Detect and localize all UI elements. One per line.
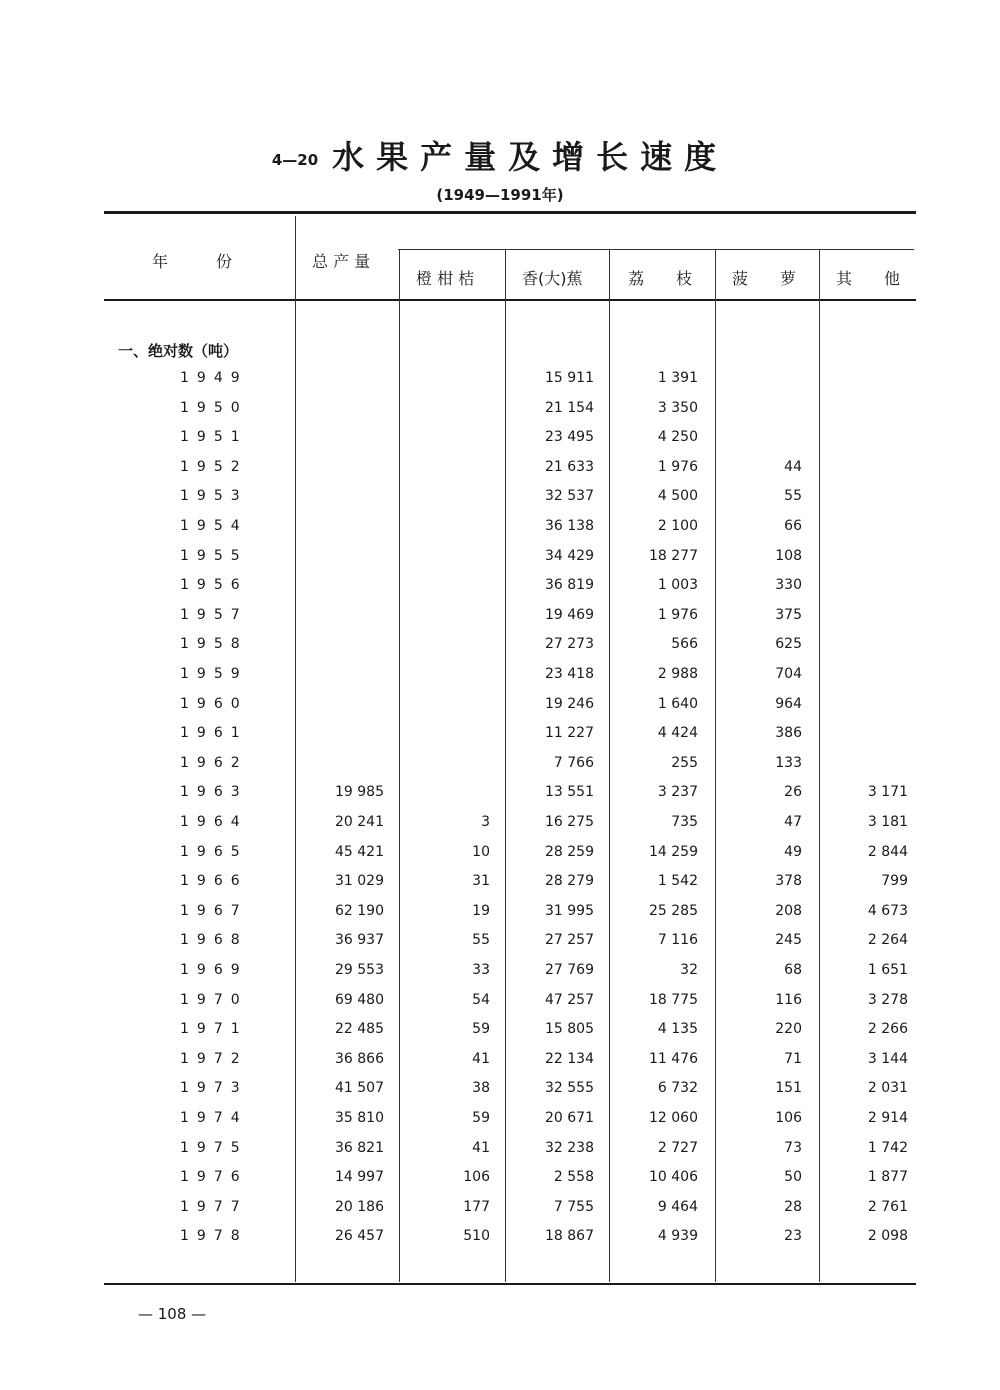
citrus-cell: 41 xyxy=(472,1139,490,1156)
citrus-cell: 106 xyxy=(463,1169,490,1186)
pineapple-cell: 375 xyxy=(775,606,802,623)
banana-cell: 27 257 xyxy=(545,932,594,949)
total-cell: 41 507 xyxy=(335,1080,384,1097)
banana-cell: 19 469 xyxy=(545,606,594,623)
lychee-cell: 10 406 xyxy=(649,1169,698,1186)
lychee-cell: 11 476 xyxy=(649,1050,698,1067)
table-row xyxy=(0,903,1000,932)
pineapple-cell: 50 xyxy=(784,1169,802,1186)
banana-cell: 20 671 xyxy=(545,1110,594,1126)
lychee-cell: 255 xyxy=(671,754,698,771)
citrus-cell: 59 xyxy=(472,1021,490,1038)
table-row xyxy=(0,1140,1000,1169)
year-cell: 1972 xyxy=(180,1050,248,1067)
year-cell: 1954 xyxy=(180,518,248,534)
lychee-cell: 25 285 xyxy=(649,902,698,919)
year-cell: 1969 xyxy=(180,962,248,978)
lychee-cell: 32 xyxy=(680,962,698,978)
bottom-rule xyxy=(104,1283,916,1285)
pineapple-cell: 55 xyxy=(784,488,802,505)
table-row xyxy=(0,725,1000,754)
table-row xyxy=(0,488,1000,517)
banana-cell: 21 633 xyxy=(545,458,594,475)
banana-cell: 21 154 xyxy=(545,399,594,416)
header-citrus: 橙 柑 桔 xyxy=(416,269,475,288)
other-cell: 3 171 xyxy=(867,784,908,801)
pineapple-cell: 47 xyxy=(784,814,802,830)
table-row xyxy=(0,992,1000,1021)
table-row xyxy=(0,1110,1000,1139)
other-cell: 2 914 xyxy=(867,1110,908,1126)
pineapple-cell: 330 xyxy=(775,577,802,594)
pineapple-cell: 68 xyxy=(784,962,802,978)
lychee-cell: 9 464 xyxy=(657,1198,698,1215)
banana-cell: 28 259 xyxy=(545,843,594,860)
banana-cell: 47 257 xyxy=(545,991,594,1008)
pineapple-cell: 26 xyxy=(784,784,802,801)
banana-cell: 36 138 xyxy=(545,518,594,534)
year-cell: 1949 xyxy=(180,370,248,386)
pineapple-cell: 386 xyxy=(775,725,802,742)
citrus-cell: 55 xyxy=(472,932,490,949)
lychee-cell: 3 237 xyxy=(657,784,698,801)
other-cell: 1 877 xyxy=(867,1169,908,1186)
table-row xyxy=(0,400,1000,429)
table-row xyxy=(0,696,1000,725)
lychee-cell: 1 003 xyxy=(657,577,698,594)
year-cell: 1952 xyxy=(180,458,248,475)
total-cell: 36 937 xyxy=(335,932,384,949)
table-row xyxy=(0,1169,1000,1198)
pineapple-cell: 49 xyxy=(784,843,802,860)
citrus-cell: 510 xyxy=(463,1228,490,1245)
header-bottom-rule xyxy=(104,299,916,301)
year-cell: 1976 xyxy=(180,1169,248,1186)
year-cell: 1953 xyxy=(180,488,248,505)
banana-cell: 2 558 xyxy=(553,1169,594,1186)
table-row xyxy=(0,1199,1000,1228)
lychee-cell: 4 939 xyxy=(657,1228,698,1245)
lychee-cell: 2 988 xyxy=(657,666,698,682)
other-cell: 3 144 xyxy=(867,1050,908,1067)
table-row xyxy=(0,1080,1000,1109)
citrus-cell: 31 xyxy=(472,873,490,890)
lychee-cell: 6 732 xyxy=(657,1080,698,1097)
other-cell: 2 031 xyxy=(867,1080,908,1097)
table-row xyxy=(0,607,1000,636)
total-cell: 69 480 xyxy=(335,991,384,1008)
header-lychee: 荔 枝 xyxy=(628,269,693,288)
year-cell: 1960 xyxy=(180,695,248,712)
pineapple-cell: 964 xyxy=(775,695,802,712)
year-cell: 1967 xyxy=(180,902,248,919)
banana-cell: 19 246 xyxy=(545,695,594,712)
header-pineapple: 菠 萝 xyxy=(732,269,797,288)
banana-cell: 31 995 xyxy=(545,902,594,919)
lychee-cell: 3 350 xyxy=(657,399,698,416)
citrus-cell: 19 xyxy=(472,902,490,919)
table-subtitle: (1949—1991年) xyxy=(436,186,564,204)
citrus-cell: 177 xyxy=(463,1198,490,1215)
lychee-cell: 2 727 xyxy=(657,1139,698,1156)
total-cell: 14 997 xyxy=(335,1169,384,1186)
lychee-cell: 18 277 xyxy=(649,547,698,564)
total-cell: 20 186 xyxy=(335,1198,384,1215)
table-row xyxy=(0,784,1000,813)
section-label: 一、绝对数（吨） xyxy=(118,342,239,360)
pineapple-cell: 23 xyxy=(784,1228,802,1245)
pineapple-cell: 625 xyxy=(775,636,802,653)
table-row xyxy=(0,932,1000,961)
lychee-cell: 4 500 xyxy=(657,488,698,505)
header-banana: 香(大)蕉 xyxy=(522,269,583,288)
year-cell: 1964 xyxy=(180,814,248,830)
year-cell: 1955 xyxy=(180,547,248,564)
other-cell: 2 264 xyxy=(867,932,908,949)
banana-cell: 11 227 xyxy=(545,725,594,742)
lychee-cell: 1 542 xyxy=(657,873,698,890)
lychee-cell: 12 060 xyxy=(649,1110,698,1126)
lychee-cell: 4 250 xyxy=(657,429,698,446)
pineapple-cell: 73 xyxy=(784,1139,802,1156)
other-cell: 1 651 xyxy=(867,962,908,978)
banana-cell: 18 867 xyxy=(545,1228,594,1245)
other-cell: 2 266 xyxy=(867,1021,908,1038)
year-cell: 1965 xyxy=(180,843,248,860)
table-row xyxy=(0,636,1000,665)
year-cell: 1962 xyxy=(180,754,248,771)
total-cell: 45 421 xyxy=(335,843,384,860)
banana-cell: 15 911 xyxy=(545,370,594,386)
table-row xyxy=(0,814,1000,843)
year-cell: 1968 xyxy=(180,932,248,949)
banana-cell: 32 555 xyxy=(545,1080,594,1097)
year-cell: 1977 xyxy=(180,1198,248,1215)
other-cell: 2 844 xyxy=(867,843,908,860)
pineapple-cell: 151 xyxy=(775,1080,802,1097)
citrus-cell: 54 xyxy=(472,991,490,1008)
subheader-rule xyxy=(398,249,914,250)
lychee-cell: 566 xyxy=(671,636,698,653)
pineapple-cell: 28 xyxy=(784,1198,802,1215)
lychee-cell: 2 100 xyxy=(657,518,698,534)
year-cell: 1959 xyxy=(180,666,248,682)
year-cell: 1978 xyxy=(180,1228,248,1245)
table-number: 4—20 xyxy=(271,151,319,169)
header-total: 总 产 量 xyxy=(312,252,371,271)
table-row xyxy=(0,844,1000,873)
citrus-cell: 10 xyxy=(472,843,490,860)
lychee-cell: 14 259 xyxy=(649,843,698,860)
lychee-cell: 735 xyxy=(671,814,698,830)
year-cell: 1973 xyxy=(180,1080,248,1097)
year-cell: 1956 xyxy=(180,577,248,594)
pineapple-cell: 704 xyxy=(775,666,802,682)
pineapple-cell: 133 xyxy=(775,754,802,771)
pineapple-cell: 44 xyxy=(784,458,802,475)
total-cell: 26 457 xyxy=(335,1228,384,1245)
table-row xyxy=(0,370,1000,399)
total-cell: 22 485 xyxy=(335,1021,384,1038)
citrus-cell: 38 xyxy=(472,1080,490,1097)
pineapple-cell: 106 xyxy=(775,1110,802,1126)
year-cell: 1971 xyxy=(180,1021,248,1038)
year-cell: 1957 xyxy=(180,606,248,623)
table-row xyxy=(0,548,1000,577)
total-cell: 29 553 xyxy=(335,962,384,978)
table-row xyxy=(0,873,1000,902)
header-other: 其 他 xyxy=(836,269,901,288)
banana-cell: 32 238 xyxy=(545,1139,594,1156)
year-cell: 1975 xyxy=(180,1139,248,1156)
lychee-cell: 1 640 xyxy=(657,695,698,712)
other-cell: 2 761 xyxy=(867,1198,908,1215)
lychee-cell: 1 391 xyxy=(657,370,698,386)
citrus-cell: 59 xyxy=(472,1110,490,1126)
pineapple-cell: 116 xyxy=(775,991,802,1008)
other-cell: 3 181 xyxy=(867,814,908,830)
banana-cell: 36 819 xyxy=(545,577,594,594)
table-row xyxy=(0,962,1000,991)
page-number: — 108 — xyxy=(138,1305,207,1323)
pineapple-cell: 108 xyxy=(775,547,802,564)
table-row xyxy=(0,459,1000,488)
year-cell: 1950 xyxy=(180,399,248,416)
other-cell: 1 742 xyxy=(867,1139,908,1156)
citrus-cell: 41 xyxy=(472,1050,490,1067)
year-cell: 1974 xyxy=(180,1110,248,1126)
banana-cell: 7 755 xyxy=(553,1198,594,1215)
other-cell: 799 xyxy=(881,873,908,890)
banana-cell: 7 766 xyxy=(553,754,594,771)
lychee-cell: 4 424 xyxy=(657,725,698,742)
citrus-cell: 3 xyxy=(481,814,490,830)
table-row xyxy=(0,577,1000,606)
table-row xyxy=(0,755,1000,784)
pineapple-cell: 71 xyxy=(784,1050,802,1067)
table-row xyxy=(0,429,1000,458)
other-cell: 4 673 xyxy=(867,902,908,919)
year-cell: 1958 xyxy=(180,636,248,653)
table-row xyxy=(0,1021,1000,1050)
banana-cell: 23 418 xyxy=(545,666,594,682)
table-row xyxy=(0,1228,1000,1257)
pineapple-cell: 208 xyxy=(775,902,802,919)
banana-cell: 27 769 xyxy=(545,962,594,978)
header-year: 年 份 xyxy=(152,252,233,271)
banana-cell: 13 551 xyxy=(545,784,594,801)
banana-cell: 34 429 xyxy=(545,547,594,564)
year-cell: 1961 xyxy=(180,725,248,742)
total-cell: 36 821 xyxy=(335,1139,384,1156)
total-cell: 20 241 xyxy=(335,814,384,830)
lychee-cell: 7 116 xyxy=(657,932,698,949)
pineapple-cell: 220 xyxy=(775,1021,802,1038)
banana-cell: 16 275 xyxy=(545,814,594,830)
top-rule xyxy=(104,211,916,214)
pineapple-cell: 245 xyxy=(775,932,802,949)
banana-cell: 15 805 xyxy=(545,1021,594,1038)
lychee-cell: 18 775 xyxy=(649,991,698,1008)
table-row xyxy=(0,518,1000,547)
lychee-cell: 1 976 xyxy=(657,606,698,623)
total-cell: 19 985 xyxy=(335,784,384,801)
banana-cell: 32 537 xyxy=(545,488,594,505)
lychee-cell: 4 135 xyxy=(657,1021,698,1038)
total-cell: 31 029 xyxy=(335,873,384,890)
total-cell: 36 866 xyxy=(335,1050,384,1067)
total-cell: 62 190 xyxy=(335,902,384,919)
banana-cell: 27 273 xyxy=(545,636,594,653)
total-cell: 35 810 xyxy=(335,1110,384,1126)
other-cell: 2 098 xyxy=(867,1228,908,1245)
year-cell: 1966 xyxy=(180,873,248,890)
pineapple-cell: 66 xyxy=(784,518,802,534)
table-row xyxy=(0,666,1000,695)
table-title xyxy=(0,132,1000,178)
other-cell: 3 278 xyxy=(867,991,908,1008)
lychee-cell: 1 976 xyxy=(657,458,698,475)
citrus-cell: 33 xyxy=(472,962,490,978)
year-cell: 1951 xyxy=(180,429,248,446)
banana-cell: 22 134 xyxy=(545,1050,594,1067)
banana-cell: 23 495 xyxy=(545,429,594,446)
year-cell: 1970 xyxy=(180,991,248,1008)
year-cell: 1963 xyxy=(180,784,248,801)
banana-cell: 28 279 xyxy=(545,873,594,890)
table-row xyxy=(0,1051,1000,1080)
title-text: 水果产量及增长速度 xyxy=(332,138,729,176)
pineapple-cell: 378 xyxy=(775,873,802,890)
